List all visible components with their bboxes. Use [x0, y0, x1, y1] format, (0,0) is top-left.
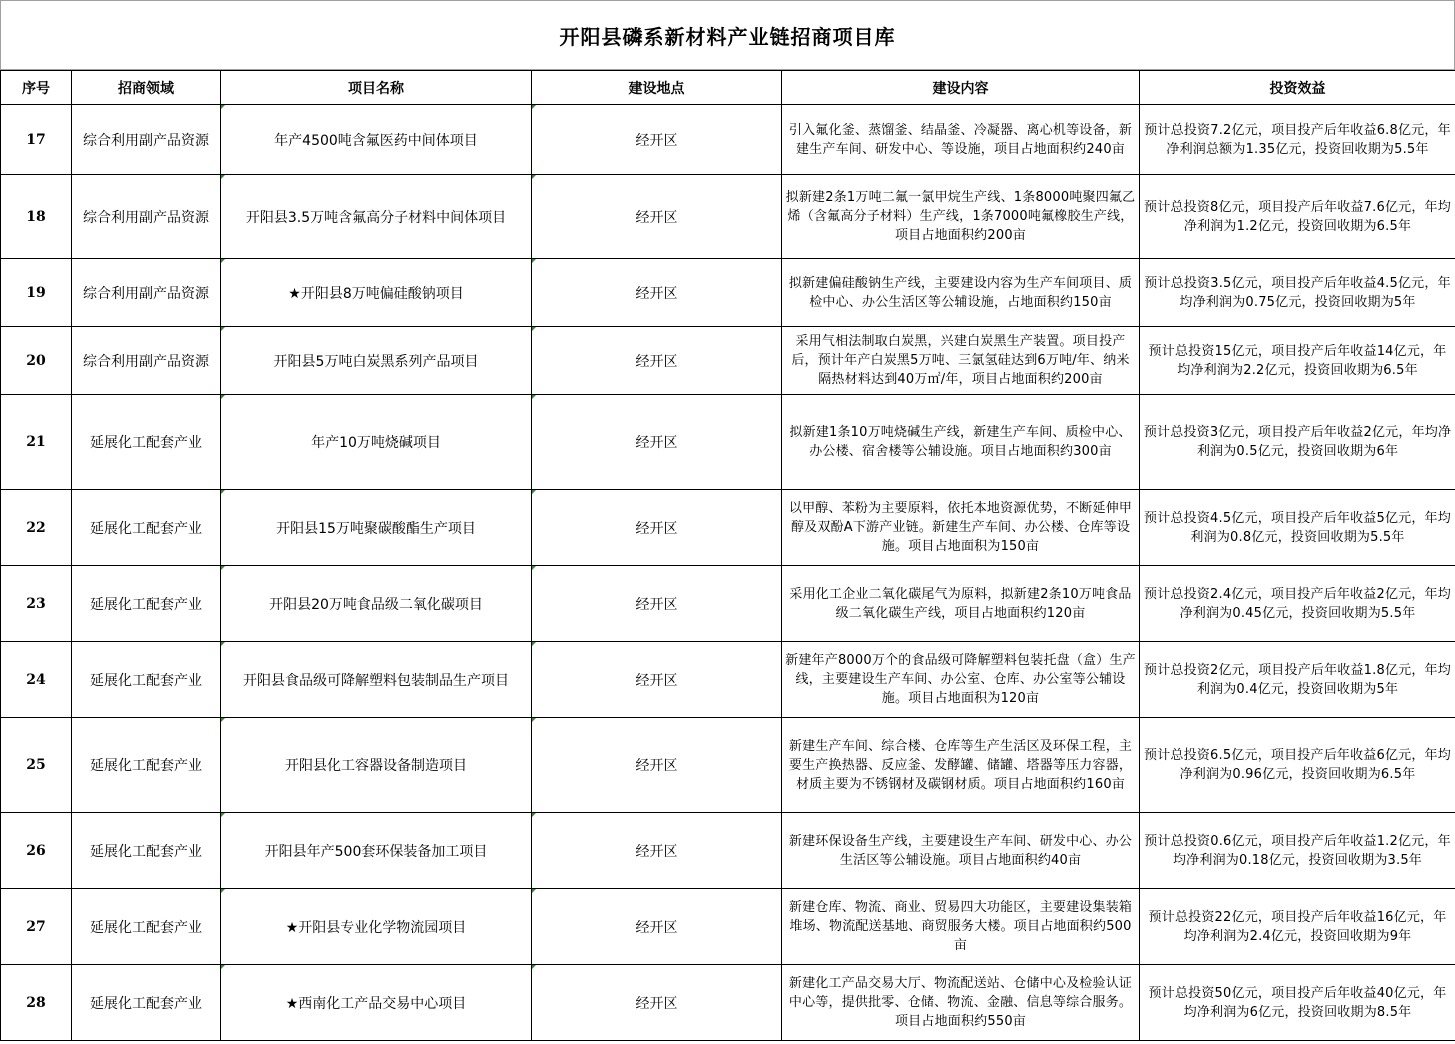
row-benefit-text: 预计总投资15亿元，项目投产后年收益14亿元，年均净利润为2.2亿元，投资回收期为6.5年	[1148, 343, 1447, 378]
comment-marker-icon	[221, 965, 225, 969]
row-location-text: 经开区	[635, 843, 678, 860]
row-project-name	[221, 889, 532, 965]
comment-marker-icon	[221, 889, 225, 893]
row-index	[1, 259, 72, 327]
row-project-name-text: ★西南化工产品交易中心项目	[285, 995, 467, 1012]
row-benefit	[1140, 889, 1455, 965]
row-field-text: 延展化工配套产业	[90, 995, 202, 1012]
comment-marker-icon	[532, 889, 536, 893]
table-row	[1, 395, 1455, 490]
row-field	[72, 965, 221, 1041]
row-content	[782, 889, 1140, 965]
row-content-text: 新建年产8000万个的食品级可降解塑料包装托盘（盒）生产线，主要建设生产车间、办公室、仓库、办公室等公辅设施。项目占地面积为120亩	[785, 653, 1136, 706]
row-content-text: 新建化工产品交易大厅、物流配送站、仓储中心及检验认证中心等，提供批零、仓储、物流、金融、信息等综合服务。项目占地面积约550亩	[788, 976, 1133, 1029]
row-location	[532, 175, 782, 259]
row-field-text: 综合利用副产品资源	[83, 209, 209, 226]
header-idx: 序号	[1, 71, 72, 105]
row-index	[1, 327, 72, 395]
row-location-text: 经开区	[635, 919, 678, 936]
row-benefit	[1140, 718, 1455, 813]
row-field	[72, 566, 221, 642]
row-location-text: 经开区	[635, 672, 678, 689]
row-index	[1, 490, 72, 566]
comment-marker-icon	[532, 395, 536, 399]
row-benefit-text: 预计总投资22亿元，项目投产后年收益16亿元，年均净利润为2.4亿元，投资回收期为9年	[1148, 909, 1447, 944]
row-benefit-text: 预计总投资50亿元，项目投产后年收益40亿元，年均净利润为6亿元，投资回收期为8.5年	[1148, 985, 1447, 1020]
row-content	[782, 327, 1140, 395]
row-benefit-text: 预计总投资4.5亿元，项目投产后年收益5亿元，年均利润为0.8亿元，投资回收期为5.5年	[1144, 510, 1451, 545]
row-location	[532, 965, 782, 1041]
comment-marker-icon	[221, 718, 225, 722]
row-content-text: 以甲醇、苯粉为主要原料，依托本地资源优势，不断延伸甲醇及双酚A下游产业链。新建生产车间、办公楼、仓库等设施。项目占地面积为150亩	[788, 501, 1133, 554]
row-index-text: 17	[26, 131, 46, 148]
row-benefit	[1140, 259, 1455, 327]
row-location	[532, 259, 782, 327]
header-benefit: 投资效益	[1140, 71, 1455, 105]
row-location-text: 经开区	[635, 285, 678, 302]
row-benefit-text: 预计总投资3亿元，项目投产后年收益2亿元，年均净利润为0.5亿元，投资回收期为6年	[1143, 425, 1452, 459]
comment-marker-icon	[221, 566, 225, 570]
row-benefit-text: 预计总投资7.2亿元，项目投产后年收益6.8亿元，年净利润总额为1.35亿元，投资回收期为5.5年	[1144, 122, 1451, 157]
row-project-name	[221, 175, 532, 259]
row-project-name-text: 开阳县食品级可降解塑料包装制品生产项目	[243, 672, 509, 689]
row-location-text: 经开区	[635, 353, 678, 370]
row-location-text: 经开区	[635, 435, 678, 451]
table-row	[1, 566, 1455, 642]
row-content-text: 拟新建偏硅酸钠生产线，主要建设内容为生产车间项目、质检中心、办公生活区等公辅设施，占地面积约150亩	[788, 275, 1133, 310]
row-field-text: 延展化工配套产业	[90, 672, 202, 689]
row-field-text: 综合利用副产品资源	[83, 132, 209, 149]
header-loc: 建设地点	[532, 71, 782, 105]
comment-marker-icon	[532, 327, 536, 331]
row-content-text: 拟新建2条1万吨二氟一氯甲烷生产线、1条8000吨聚四氟乙烯（含氟高分子材料）生产线，1条7000吨氟橡胶生产线，项目占地面积约200亩	[785, 190, 1136, 243]
row-content	[782, 105, 1140, 175]
row-benefit	[1140, 105, 1455, 175]
row-benefit	[1140, 642, 1455, 718]
page-title: 开阳县磷系新材料产业链招商项目库	[559, 24, 896, 49]
row-benefit-text: 预计总投资2.4亿元，项目投产后年收益2亿元，年均净利润为0.45亿元，投资回收期为5.5年	[1144, 586, 1451, 621]
row-location	[532, 566, 782, 642]
row-index-text: 26	[26, 842, 46, 859]
row-field	[72, 395, 221, 490]
row-content-text: 新建生产车间、综合楼、仓库等生产生活区及环保工程，主要生产换热器、反应釜、发酵罐、储罐、塔器等压力容器，材质主要为不锈钢材及碳钢材质。项目占地面积约160亩	[788, 738, 1133, 792]
row-project-name	[221, 813, 532, 889]
row-index-text: 25	[26, 757, 46, 773]
row-benefit	[1140, 566, 1455, 642]
row-project-name	[221, 718, 532, 813]
row-index	[1, 105, 72, 175]
comment-marker-icon	[532, 490, 536, 494]
row-field	[72, 105, 221, 175]
row-field-text: 延展化工配套产业	[90, 919, 202, 936]
row-field-text: 综合利用副产品资源	[83, 353, 209, 370]
row-content	[782, 566, 1140, 642]
row-benefit	[1140, 813, 1455, 889]
row-project-name	[221, 259, 532, 327]
row-location	[532, 889, 782, 965]
row-location	[532, 327, 782, 395]
row-location	[532, 105, 782, 175]
row-content	[782, 490, 1140, 566]
comment-marker-icon	[532, 965, 536, 969]
row-location	[532, 718, 782, 813]
row-index	[1, 889, 72, 965]
row-field	[72, 175, 221, 259]
row-project-name	[221, 566, 532, 642]
row-index-text: 24	[26, 671, 46, 688]
row-index	[1, 395, 72, 490]
row-project-name-text: 年产4500吨含氟医药中间体项目	[274, 132, 478, 149]
row-location	[532, 813, 782, 889]
table-row	[1, 642, 1455, 718]
row-project-name-text: 开阳县15万吨聚碳酸酯生产项目	[276, 520, 476, 537]
row-benefit-text: 预计总投资0.6亿元，项目投产后年收益1.2亿元，年均净利润为0.18亿元，投资回收期为3.5年	[1144, 833, 1451, 868]
row-content-text: 引入氟化釜、蒸馏釜、结晶釜、冷凝器、离心机等设备，新建生产车间、研发中心、等设施，项目占地面积约240亩	[788, 122, 1133, 157]
row-index	[1, 813, 72, 889]
comment-marker-icon	[221, 395, 225, 399]
row-project-name	[221, 490, 532, 566]
row-field-text: 延展化工配套产业	[90, 758, 202, 774]
comment-marker-icon	[221, 259, 225, 263]
row-field	[72, 813, 221, 889]
row-project-name	[221, 965, 532, 1041]
row-project-name-text: ★开阳县8万吨偏硅酸钠项目	[288, 285, 464, 302]
row-index	[1, 175, 72, 259]
header-name: 项目名称	[221, 71, 532, 105]
comment-marker-icon	[532, 175, 536, 179]
row-content	[782, 259, 1140, 327]
row-index-text: 22	[26, 519, 46, 536]
row-field	[72, 327, 221, 395]
row-index	[1, 642, 72, 718]
row-location-text: 经开区	[635, 995, 678, 1012]
row-field	[72, 490, 221, 566]
row-location-text: 经开区	[635, 758, 678, 774]
comment-marker-icon	[221, 175, 225, 179]
row-project-name-text: 开阳县5万吨白炭黑系列产品项目	[273, 353, 479, 370]
comment-marker-icon	[221, 327, 225, 331]
row-index-text: 19	[26, 284, 46, 301]
row-project-name	[221, 642, 532, 718]
table-row	[1, 490, 1455, 566]
row-field	[72, 259, 221, 327]
header-field: 招商领域	[72, 71, 221, 105]
row-field-text: 延展化工配套产业	[90, 843, 202, 860]
table-row	[1, 259, 1455, 327]
row-index-text: 23	[26, 595, 46, 612]
table-row	[1, 105, 1455, 175]
row-benefit	[1140, 175, 1455, 259]
row-field-text: 延展化工配套产业	[90, 596, 202, 613]
row-content-text: 拟新建1条10万吨烧碱生产线，新建生产车间、质检中心、办公楼、宿舍楼等公辅设施。项目占地面积约300亩	[789, 425, 1132, 459]
row-index	[1, 965, 72, 1041]
row-index-text: 27	[26, 918, 46, 935]
header-content: 建设内容	[782, 71, 1140, 105]
row-content	[782, 642, 1140, 718]
row-content	[782, 718, 1140, 813]
row-benefit-text: 预计总投资6.5亿元，项目投产后年收益6亿元，年均净利润为0.96亿元，投资回收期为6.5年	[1144, 748, 1451, 782]
row-field	[72, 642, 221, 718]
title-bar	[0, 0, 1455, 70]
row-field	[72, 718, 221, 813]
row-project-name	[221, 105, 532, 175]
row-project-name-text: 开阳县化工容器设备制造项目	[285, 758, 467, 774]
row-index-text: 18	[26, 208, 46, 225]
row-content	[782, 813, 1140, 889]
comment-marker-icon	[532, 718, 536, 722]
comment-marker-icon	[532, 813, 536, 817]
row-location	[532, 395, 782, 490]
row-location-text: 经开区	[635, 520, 678, 537]
row-content	[782, 965, 1140, 1041]
row-project-name-text: ★开阳县专业化学物流园项目	[285, 919, 467, 936]
row-field	[72, 889, 221, 965]
row-location-text: 经开区	[635, 209, 678, 226]
project-table	[0, 70, 1455, 1041]
table-row	[1, 718, 1455, 813]
row-content-text: 采用气相法制取白炭黑，兴建白炭黑生产装置。项目投产后，预计年产白炭黑5万吨、三氯氢硅达到6万吨/年、纳米隔热材料达到40万㎡/年，项目占地面积约200亩	[791, 334, 1130, 387]
row-project-name-text: 开阳县20万吨食品级二氧化碳项目	[269, 596, 483, 613]
row-field-text: 延展化工配套产业	[90, 435, 202, 451]
row-project-name-text: 年产10万吨烧碱项目	[311, 435, 441, 451]
row-index	[1, 718, 72, 813]
row-project-name-text: 开阳县年产500套环保装备加工项目	[264, 843, 488, 860]
table-row	[1, 965, 1455, 1041]
row-content-text: 新建仓库、物流、商业、贸易四大功能区，主要建设集装箱堆场、物流配送基地、商贸服务大楼。项目占地面积约500亩	[788, 900, 1133, 953]
comment-marker-icon	[221, 490, 225, 494]
row-benefit-text: 预计总投资3.5亿元，项目投产后年收益4.5亿元，年均净利润为0.75亿元，投资回收期为5年	[1144, 275, 1451, 310]
row-field-text: 延展化工配套产业	[90, 520, 202, 537]
comment-marker-icon	[221, 642, 225, 646]
row-content-text: 采用化工企业二氧化碳尾气为原料，拟新建2条10万吨食品级二氧化碳生产线，项目占地面积约120亩	[789, 586, 1132, 621]
header-row	[1, 71, 1455, 105]
row-benefit	[1140, 395, 1455, 490]
table-row	[1, 175, 1455, 259]
row-benefit-text: 预计总投资2亿元，项目投产后年收益1.8亿元，年均利润为0.4亿元，投资回收期为5年	[1144, 662, 1451, 697]
comment-marker-icon	[532, 642, 536, 646]
table-row	[1, 327, 1455, 395]
row-benefit	[1140, 965, 1455, 1041]
comment-marker-icon	[221, 105, 225, 109]
row-index-text: 28	[26, 994, 46, 1011]
comment-marker-icon	[532, 105, 536, 109]
row-benefit	[1140, 490, 1455, 566]
row-location-text: 经开区	[635, 132, 678, 149]
row-location	[532, 490, 782, 566]
row-benefit-text: 预计总投资8亿元，项目投产后年收益7.6亿元，年均净利润为1.2亿元，投资回收期为6.5年	[1144, 199, 1451, 234]
comment-marker-icon	[532, 259, 536, 263]
comment-marker-icon	[221, 813, 225, 817]
row-location-text: 经开区	[635, 596, 678, 613]
row-project-name	[221, 395, 532, 490]
row-index-text: 21	[26, 434, 46, 450]
row-content	[782, 175, 1140, 259]
row-index-text: 20	[26, 352, 46, 369]
row-content-text: 新建环保设备生产线，主要建设生产车间、研发中心、办公生活区等公辅设施。项目占地面积约40亩	[788, 833, 1133, 868]
row-location	[532, 642, 782, 718]
comment-marker-icon	[532, 566, 536, 570]
row-project-name-text: 开阳县3.5万吨含氟高分子材料中间体项目	[245, 209, 507, 226]
row-content	[782, 395, 1140, 490]
row-project-name	[221, 327, 532, 395]
row-benefit	[1140, 327, 1455, 395]
table-row	[1, 889, 1455, 965]
row-index	[1, 566, 72, 642]
row-field-text: 综合利用副产品资源	[83, 285, 209, 302]
table-row	[1, 813, 1455, 889]
